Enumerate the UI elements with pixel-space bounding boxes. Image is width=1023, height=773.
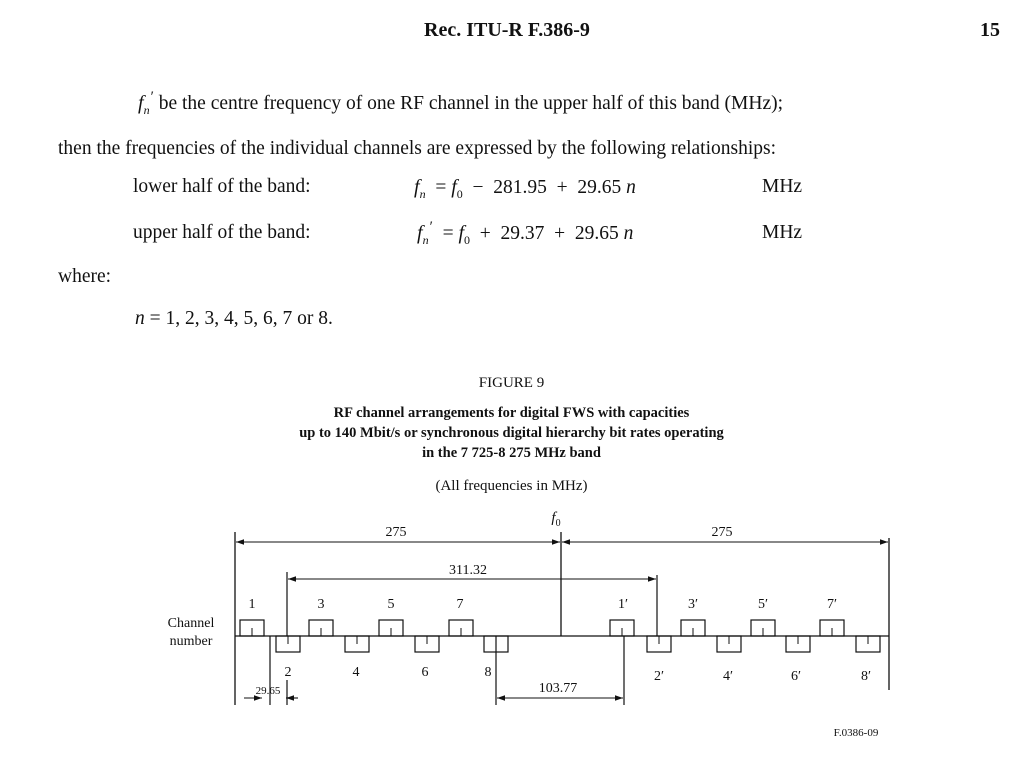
channel-3prime-box (681, 620, 705, 636)
channel-label-3: 3 (317, 597, 325, 612)
channel-4prime-box (717, 636, 741, 652)
channel-label-3prime: 3′ (687, 597, 699, 612)
where-label: where: (58, 266, 112, 287)
figure-title-3: in the 7 725-8 275 MHz band (422, 445, 601, 461)
channel-5prime-box (751, 620, 775, 636)
lower-f0: f (451, 176, 457, 198)
channel-label-5prime: 5′ (757, 597, 769, 612)
figure-code: F.0386-09 (833, 727, 879, 739)
channel-4-box (345, 636, 369, 652)
spacing-label: 29.65 (255, 685, 281, 697)
figure-title-1: RF channel arrangements for digital FWS with capacities (333, 405, 690, 421)
lower-eq: = (435, 177, 447, 198)
channel-label-4: 4 (352, 665, 360, 680)
channel-3-box (309, 620, 333, 636)
center-frequency-label: $f_0$ (551, 510, 561, 529)
span-right-label: 275 (711, 525, 733, 540)
upper-lhs-prime: ′ (429, 219, 433, 235)
axis-label-line2: number (169, 634, 213, 649)
channel-label-2prime: 2′ (653, 669, 665, 684)
channel-label-1prime: 1′ (617, 597, 629, 612)
intro-symbol: f (138, 92, 144, 114)
channel-1prime-box (610, 620, 634, 636)
intro-symbol-prime: ′ (150, 89, 154, 105)
channel-2prime-box (647, 636, 671, 652)
gap-label: 103.77 (538, 681, 578, 696)
channel-label-6prime: 6′ (790, 669, 802, 684)
n-values: = 1, 2, 3, 4, 5, 6, 7 or 8. (149, 308, 333, 329)
upper-unit: MHz (762, 222, 803, 243)
channel-label-8: 8 (484, 665, 492, 680)
channel-label-6: 6 (421, 665, 429, 680)
n-symbol: n (135, 308, 145, 329)
axis-label-line1: Channel (167, 616, 215, 631)
lower-half-label: lower half of the band: (133, 176, 311, 197)
channel-label-7prime: 7′ (826, 597, 838, 612)
upper-rhs: + 29.37 + 29.65 (479, 223, 619, 244)
lower-n: n (626, 177, 636, 198)
lower-unit: MHz (762, 176, 803, 197)
figure-note: (All frequencies in MHz) (435, 478, 588, 494)
intro-line-1-text: be the centre frequency of one RF channel in the upper half of this band (MHz); (158, 93, 784, 114)
upper-half-label: upper half of the band: (133, 222, 311, 243)
channel-2-box (276, 636, 300, 652)
lower-lhs-symbol: f (414, 176, 420, 198)
lower-rhs: − 281.95 + 29.65 (472, 177, 622, 198)
upper-lhs-symbol: f (417, 222, 423, 244)
channel-6-box (415, 636, 439, 652)
channel-7prime-box (820, 620, 844, 636)
channel-label-8prime: 8′ (860, 669, 872, 684)
channel-label-4prime: 4′ (722, 669, 734, 684)
channel-label-2: 2 (284, 665, 292, 680)
span-mid-label: 311.32 (449, 563, 487, 578)
intro-line-2: then the frequencies of the individual channels are expressed by the following relationships: (58, 138, 777, 159)
channel-label-7: 7 (456, 597, 464, 612)
channel-6prime-box (786, 636, 810, 652)
lower-lhs-sub: n (419, 187, 426, 201)
channel-5-box (379, 620, 403, 636)
channel-label-5: 5 (387, 597, 395, 612)
channel-7-box (449, 620, 473, 636)
upper-lhs-sub: n (422, 233, 429, 247)
upper-eq: = (442, 223, 454, 244)
upper-f0: f (458, 222, 465, 244)
upper-f0-sub: 0 (464, 233, 471, 247)
figure-title-2: up to 140 Mbit/s or synchronous digital hierarchy bit rates operating (299, 425, 724, 441)
page-number: 15 (980, 19, 1000, 41)
upper-n: n (623, 223, 634, 244)
lower-f0-sub: 0 (456, 187, 463, 201)
channel-label-1: 1 (248, 597, 256, 612)
figure-label: FIGURE 9 (478, 375, 545, 391)
channel-8prime-box (856, 636, 880, 652)
intro-symbol-sub: n (143, 103, 150, 117)
channel-1-box (240, 620, 264, 636)
span-left-label: 275 (385, 525, 407, 540)
page-header-title: Rec. ITU-R F.386-9 (424, 19, 590, 41)
